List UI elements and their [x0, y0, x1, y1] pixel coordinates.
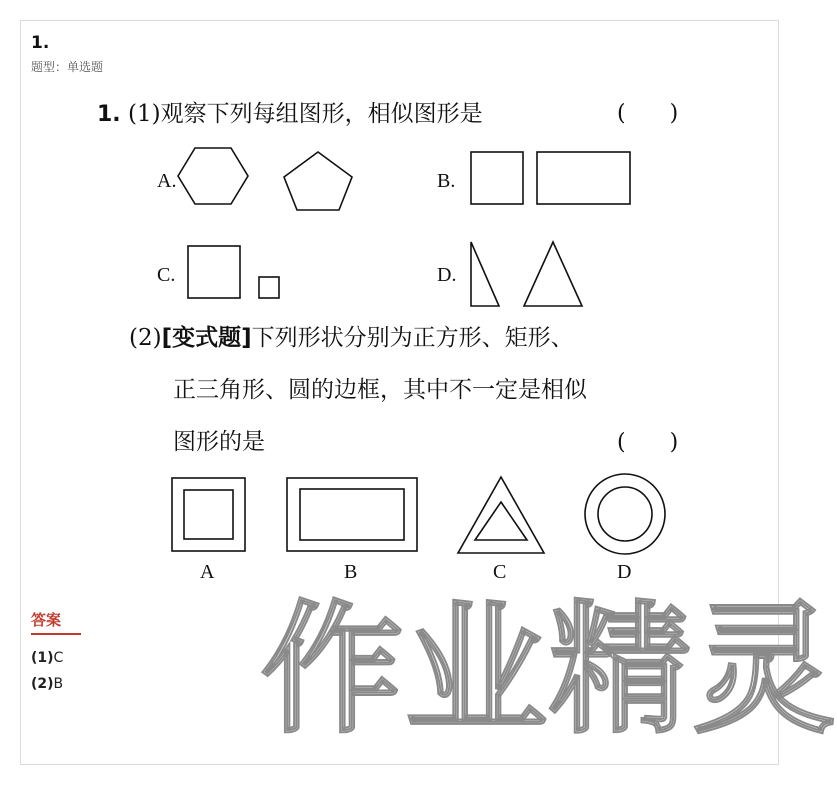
answer-header: 答案 — [31, 611, 62, 629]
narrow-triangle-shape-d — [471, 242, 499, 306]
part2-answer-blank: ( ) — [617, 430, 679, 455]
top-watermark-fragment — [470, 0, 670, 6]
part1-answer-blank: ( ) — [617, 101, 679, 126]
answer-item-1 — [31, 650, 63, 666]
hexagon-shape-figure — [178, 148, 248, 204]
part2-line1-text: 下列形状分别为正方形、矩形、 — [251, 325, 574, 351]
circle-frame-inner — [598, 487, 652, 541]
problem-number: 1. — [97, 102, 121, 127]
watermark-text: 作业精灵 — [261, 588, 837, 753]
rectangle-shape-b — [537, 152, 630, 204]
answer-underline — [31, 633, 81, 635]
answer-item-2-value: B — [53, 676, 64, 692]
small-square-shape-c — [259, 277, 279, 298]
problem-part2-line3: 图形的是 — [173, 429, 265, 455]
question-card — [20, 20, 837, 765]
triangle-frame-outer — [458, 477, 544, 553]
part2-option-a-label: A — [200, 561, 215, 583]
isosceles-triangle-shape-d — [524, 242, 582, 306]
pentagon-shape-figure — [284, 152, 352, 210]
part2-prefix: (2) — [129, 325, 162, 351]
part1-option-c-label: C. — [157, 264, 176, 286]
part1-option-d-label: D. — [437, 264, 457, 286]
part2-tag: [变式题] — [161, 325, 252, 351]
part2-option-c-label: C — [493, 561, 507, 583]
question-type-label: 题型： — [31, 60, 68, 74]
rectangle-frame-inner — [300, 489, 404, 540]
answer-item-2 — [31, 676, 63, 692]
circle-frame-outer — [585, 474, 665, 554]
answer-item-1-value: C — [53, 650, 64, 666]
square-frame-inner — [184, 490, 233, 539]
part1-option-b-label: B. — [437, 170, 456, 192]
square-frame-outer — [172, 478, 245, 551]
part1-text: (1)观察下列每组图形，相似图形是 — [127, 101, 483, 127]
question-type-value: 单选题 — [67, 60, 104, 74]
part2-option-d-label: D — [617, 561, 632, 583]
answer-item-2-num: (2) — [31, 676, 54, 692]
part2-option-b-label: B — [344, 561, 358, 583]
answer-item-1-num: (1) — [31, 650, 54, 666]
problem-part2-line2: 正三角形、圆的边框，其中不一定是相似 — [173, 377, 587, 403]
square-shape-b — [471, 152, 523, 204]
question-number: 1. — [31, 33, 50, 53]
large-square-shape-c — [188, 246, 240, 298]
part1-option-a-label: A. — [157, 170, 177, 192]
